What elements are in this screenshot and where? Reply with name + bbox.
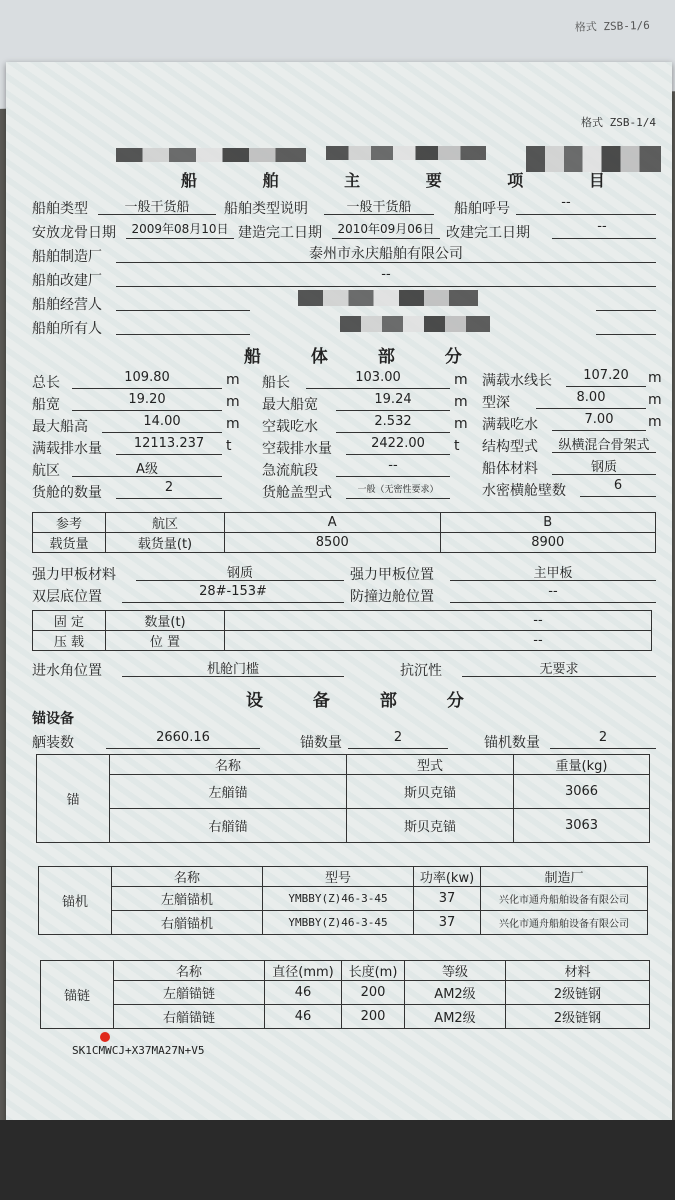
ballast-cell: 压 载 <box>33 631 106 651</box>
fdisp-label: 满载排水量 <box>32 441 102 457</box>
ballast-cell: 位 置 <box>106 631 225 651</box>
owner-label: 船舶所有人 <box>32 321 102 337</box>
anchor-name: 左艏锚 <box>110 775 347 809</box>
windlass-header: 型号 <box>263 867 414 887</box>
loa-label: 总长 <box>32 375 60 391</box>
area-value: A级 <box>136 462 158 477</box>
table-row <box>41 981 650 1005</box>
rebuilder-value: -- <box>381 267 391 282</box>
struct-label: 结构型式 <box>482 439 538 455</box>
windlass-power: 37 <box>414 911 481 935</box>
fdisp-unit: t <box>226 438 232 454</box>
fdraft-label: 满载吃水 <box>482 417 538 433</box>
height-label: 最大船高 <box>32 419 88 435</box>
windlass-maker: 兴化市通舟船舶设备有限公司 <box>481 887 648 911</box>
lwl-unit: m <box>648 370 662 386</box>
lwl-value: 107.20 <box>583 368 629 383</box>
windlass-model: YMBBY(Z)46-3-45 <box>263 911 414 935</box>
lwl-label: 满载水线长 <box>482 373 552 389</box>
rapids-value: -- <box>388 458 398 473</box>
bulkhead-value: 6 <box>613 478 623 493</box>
holds-value: 2 <box>164 480 174 495</box>
built-date-value: 2010年09月06日 <box>337 222 435 236</box>
windlass-count-label: 锚机数量 <box>484 735 540 751</box>
holds-label: 货舱的数量 <box>32 485 102 501</box>
ballast-cell: -- <box>225 631 652 651</box>
redacted-owner <box>340 316 490 332</box>
deckpos-label: 强力甲板位置 <box>350 567 434 583</box>
chain-material: 2级链钢 <box>506 981 650 1005</box>
beam-value: 19.20 <box>128 392 166 407</box>
chain-header: 等级 <box>405 961 506 981</box>
deckpos-value: 主甲板 <box>533 566 573 581</box>
table-row <box>39 887 648 911</box>
background-surface <box>0 1120 675 1200</box>
anchor-weight: 3063 <box>514 809 650 843</box>
cap-cell: B <box>440 513 656 533</box>
fdraft-value: 7.00 <box>584 412 614 427</box>
ballast-table <box>32 610 652 651</box>
chain-material: 2级链钢 <box>506 1005 650 1029</box>
ship-type-desc-value: 一般干货船 <box>346 200 412 215</box>
windlass-header: 功率(kw) <box>414 867 481 887</box>
anchor-table <box>36 754 650 843</box>
table-row <box>37 775 650 809</box>
table-row <box>39 911 648 935</box>
windlass-maker: 兴化市通舟船舶设备有限公司 <box>481 911 648 935</box>
equip-section-title: 设 备 部 分 <box>246 691 486 711</box>
chain-diameter: 46 <box>265 981 342 1005</box>
builder-value: 泰州市永庆船舶有限公司 <box>309 246 463 262</box>
maxbeam-value: 19.24 <box>374 392 412 407</box>
chain-header: 材料 <box>506 961 650 981</box>
beam-unit: m <box>226 394 240 410</box>
maxbeam-label: 最大船宽 <box>262 397 318 413</box>
anchor-header: 重量(kg) <box>514 755 650 775</box>
depth-value: 8.00 <box>576 390 606 405</box>
loa-value: 109.80 <box>124 370 170 385</box>
chain-length: 200 <box>342 1005 405 1029</box>
chain-grade: AM2级 <box>405 981 506 1005</box>
depth-unit: m <box>648 392 662 408</box>
hatch-value: 一般（无密性要求） <box>357 485 439 495</box>
hull-section-title: 船 体 部 分 <box>244 347 484 367</box>
ship-type-desc-label: 船舶类型说明 <box>224 201 308 217</box>
chain-side-label: 锚链 <box>41 961 114 1029</box>
maxbeam-unit: m <box>454 394 468 410</box>
page-title: 船 舶 主 要 项 目 <box>181 171 635 190</box>
ldraft-label: 空载吃水 <box>262 419 318 435</box>
redacted-block <box>116 148 306 162</box>
bulkhead-label: 水密横舱壁数 <box>482 483 566 499</box>
dbl-label: 双层底位置 <box>32 589 102 605</box>
area-label: 航区 <box>32 463 60 479</box>
windlass-name: 右艏锚机 <box>112 911 263 935</box>
ballast-cell: 数量(t) <box>106 611 225 631</box>
flood-label: 进水角位置 <box>32 663 102 679</box>
anchor-name: 右艏锚 <box>110 809 347 843</box>
rebuilt-date-value: -- <box>597 219 607 234</box>
chain-diameter: 46 <box>265 1005 342 1029</box>
fdisp-value: 12113.237 <box>133 436 205 451</box>
anchor-header: 型式 <box>347 755 514 775</box>
chain-header: 长度(m) <box>342 961 405 981</box>
capacity-table <box>32 512 656 553</box>
table-row <box>37 809 650 843</box>
windlass-power: 37 <box>414 887 481 911</box>
struct-value: 纵横混合骨架式 <box>558 438 650 453</box>
windlass-table <box>38 866 648 935</box>
height-value: 14.00 <box>143 414 181 429</box>
operator-label: 船舶经营人 <box>32 297 102 313</box>
ldisp-unit: t <box>454 438 460 454</box>
cap-cell: 航区 <box>106 513 225 533</box>
format-code: 格式 ZSB-1/4 <box>581 116 656 129</box>
ship-type-label: 船舶类型 <box>32 201 88 217</box>
flood-value: 机舱门槛 <box>206 662 259 677</box>
chain-name: 左艏锚链 <box>114 981 265 1005</box>
anchor-type: 斯贝克锚 <box>347 775 514 809</box>
height-unit: m <box>226 416 240 432</box>
chain-name: 右艏锚链 <box>114 1005 265 1029</box>
windlass-header: 名称 <box>112 867 263 887</box>
outfit-label: 舾装数 <box>32 735 74 751</box>
beam-label: 船宽 <box>32 397 60 413</box>
anchor-gear-heading: 锚设备 <box>32 711 74 727</box>
unsink-value: 无要求 <box>539 662 579 677</box>
redacted-block <box>326 146 486 160</box>
callsign-label: 船舶呼号 <box>454 201 510 217</box>
lpp-label: 船长 <box>262 375 290 391</box>
chain-grade: AM2级 <box>405 1005 506 1029</box>
rapids-label: 急流航段 <box>262 463 318 479</box>
material-value: 钢质 <box>590 460 617 475</box>
rebuilder-label: 船舶改建厂 <box>32 273 102 289</box>
dbl-value: 28#-153# <box>199 584 267 599</box>
chain-header: 直径(mm) <box>265 961 342 981</box>
fdraft-unit: m <box>648 414 662 430</box>
cap-cell: 8900 <box>440 533 656 553</box>
ldisp-label: 空载排水量 <box>262 441 332 457</box>
cap-cell: 载货量 <box>33 533 106 553</box>
callsign-value: -- <box>561 195 571 210</box>
ldraft-unit: m <box>454 416 468 432</box>
anchor-count-label: 锚数量 <box>300 735 342 751</box>
cap-cell: 8500 <box>225 533 441 553</box>
windlass-name: 左艏锚机 <box>112 887 263 911</box>
red-dot-mark <box>100 1032 110 1042</box>
chain-header: 名称 <box>114 961 265 981</box>
anchor-header: 名称 <box>110 755 347 775</box>
ldraft-value: 2.532 <box>374 414 412 429</box>
ldisp-value: 2422.00 <box>371 436 425 451</box>
deckmat-label: 强力甲板材料 <box>32 567 116 583</box>
cap-cell: A <box>225 513 441 533</box>
outfit-value: 2660.16 <box>156 730 210 745</box>
lpp-value: 103.00 <box>355 370 401 385</box>
coll-label: 防撞边舱位置 <box>350 589 434 605</box>
keel-date-label: 安放龙骨日期 <box>32 225 116 241</box>
anchor-type: 斯贝克锚 <box>347 809 514 843</box>
windlass-side-label: 锚机 <box>39 867 112 935</box>
ballast-cell: 固 定 <box>33 611 106 631</box>
redacted-operator <box>298 290 478 306</box>
builder-label: 船舶制造厂 <box>32 249 102 265</box>
anchor-side-label: 锚 <box>37 755 110 843</box>
ship-type-value: 一般干货船 <box>124 200 190 215</box>
cap-cell: 参考 <box>33 513 106 533</box>
hatch-label: 货舱盖型式 <box>262 485 332 501</box>
windlass-count-value: 2 <box>598 730 608 745</box>
unsink-label: 抗沉性 <box>400 663 442 679</box>
loa-unit: m <box>226 372 240 388</box>
keel-date-value: 2009年08月10日 <box>131 222 229 236</box>
certificate-page <box>6 62 672 1122</box>
coll-value: -- <box>548 584 558 599</box>
chain-table <box>40 960 650 1029</box>
back-format-code: 格式 ZSB-1/6 <box>574 18 650 34</box>
cap-cell: 载货量(t) <box>106 533 225 553</box>
anchor-weight: 3066 <box>514 775 650 809</box>
rebuilt-date-label: 改建完工日期 <box>446 225 530 241</box>
windlass-model: YMBBY(Z)46-3-45 <box>263 887 414 911</box>
deckmat-value: 钢质 <box>226 566 253 581</box>
depth-label: 型深 <box>482 395 510 411</box>
built-date-label: 建造完工日期 <box>238 225 322 241</box>
material-label: 船体材料 <box>482 461 538 477</box>
ballast-cell: -- <box>225 611 652 631</box>
lpp-unit: m <box>454 372 468 388</box>
chain-length: 200 <box>342 981 405 1005</box>
table-row <box>41 1005 650 1029</box>
anchor-count-value: 2 <box>393 730 403 745</box>
windlass-header: 制造厂 <box>481 867 648 887</box>
footer-code: SK1CMWCJ+X37MA27N+V5 <box>72 1044 205 1057</box>
